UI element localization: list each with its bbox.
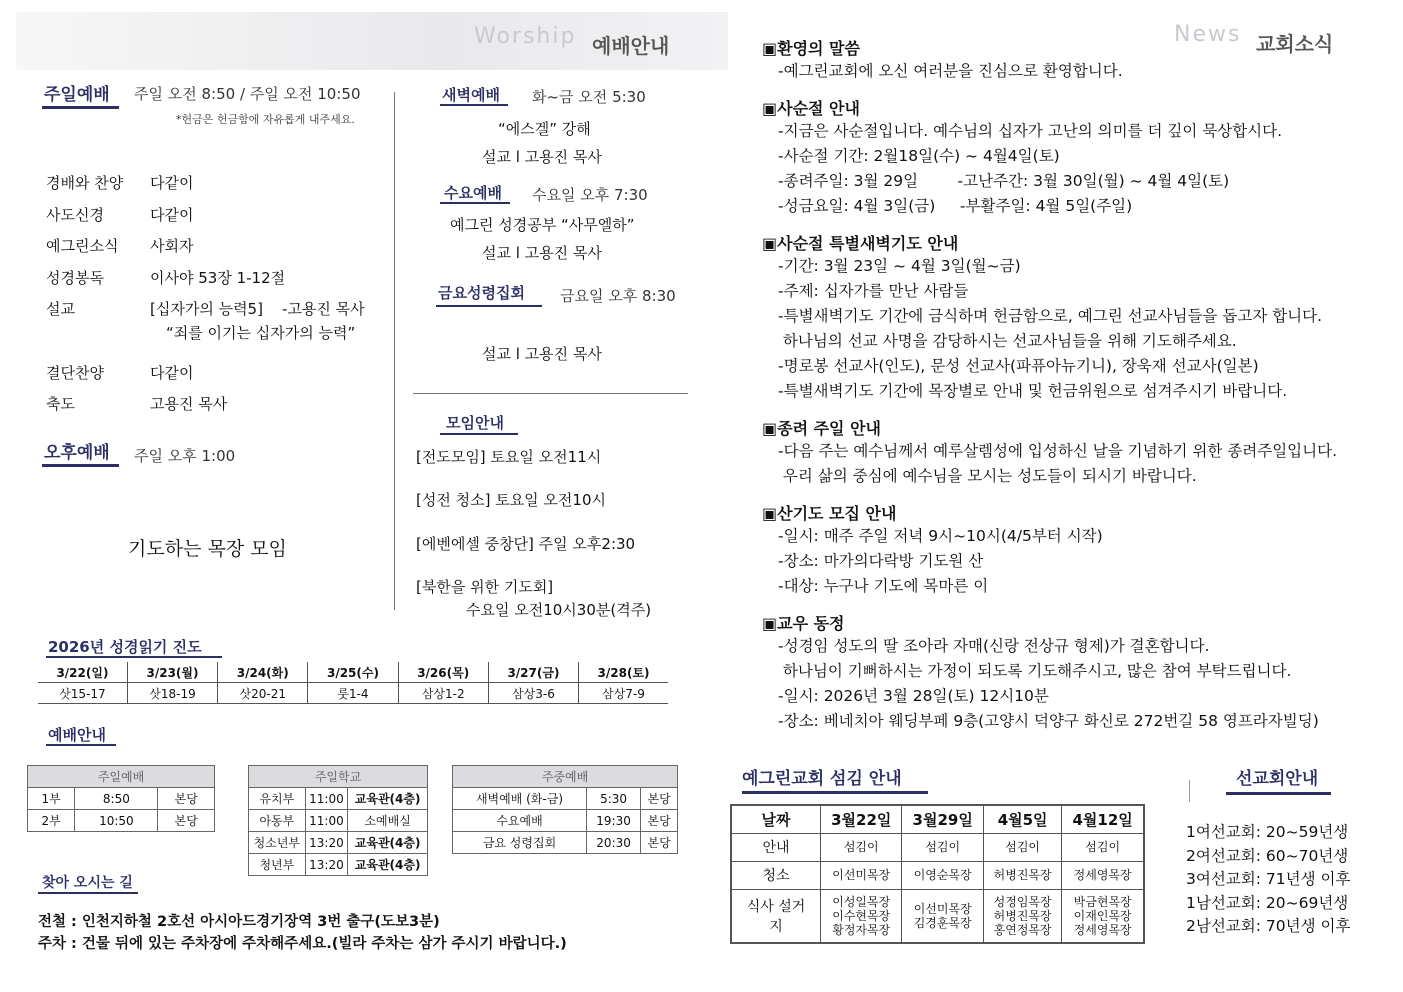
afternoon-worship-title: 오후예배: [44, 443, 110, 463]
order-value: 다같이: [150, 174, 194, 192]
dawn-underline: [440, 104, 508, 106]
reading-day: 3/26(목): [398, 662, 488, 683]
meeting-item: [성전 청소] 토요일 오전10시: [416, 491, 606, 509]
weekday-service-table: [452, 765, 678, 854]
table-cell: 소예배실: [348, 810, 428, 832]
services-title: 예배안내: [48, 726, 106, 744]
reading-passage: 삼상3-6: [488, 683, 578, 704]
wednesday-line2: 설교 l 고용진 목사: [482, 244, 602, 262]
mission-underline: [1226, 792, 1331, 795]
serving-cell: 정세영목장: [1062, 861, 1144, 889]
order-value: 이사야 53장 1-12절: [150, 269, 286, 287]
news-item: [762, 36, 1392, 84]
wednesday-underline: [440, 202, 510, 204]
news-item: [762, 96, 1392, 219]
meetings-title: 모임안내: [446, 414, 504, 432]
table-cell: 8:50: [75, 788, 158, 810]
reading-passage: 삼상7-9: [602, 686, 645, 701]
news-line: -사순절 기간: 2월18일(수) ~ 4월4일(토): [778, 147, 1060, 165]
table-cell: 아동부: [249, 810, 306, 832]
news-heading: ▣종려 주일 안내: [762, 419, 881, 438]
serving-row-label: 안내: [731, 833, 821, 861]
wednesday-worship-title: 수요예배: [444, 184, 502, 202]
order-item: 성경봉독: [46, 269, 104, 287]
friday-worship-title: 금요성령집회: [438, 284, 525, 302]
serving-header: 날짜: [731, 805, 821, 833]
reading-day: 3/25(수): [308, 662, 398, 683]
table-cell: 1부: [28, 788, 75, 810]
dawn-line2: 설교 l 고용진 목사: [482, 148, 602, 166]
news-heading: ▣교우 동정: [762, 614, 845, 633]
wednesday-time: 수요일 오후 7:30: [532, 186, 648, 204]
reading-table: [38, 662, 668, 704]
news-header-title: 교회소식: [1256, 32, 1334, 56]
serving-cell: 이영순목장: [902, 861, 983, 889]
news-line: -예그린교회에 오신 여러분을 진심으로 환영합니다.: [778, 62, 1123, 80]
serving-row-label: 식사 설거지: [731, 889, 821, 943]
serving-cell: 섬김이: [902, 833, 983, 861]
table-cell: 청소년부: [249, 832, 306, 854]
news-heading: ▣사순절 안내: [762, 99, 860, 118]
serving-cell: 성정임목장 허병진목장 홍연정목장: [983, 889, 1061, 943]
mission-item: 2남선교회: 70년생 이후: [1186, 917, 1351, 935]
table-cell: 수요예배: [453, 810, 587, 832]
reading-day: 3/22(일): [38, 662, 127, 683]
serving-header: 4월5일: [983, 805, 1061, 833]
news-heading: ▣환영의 말씀: [762, 39, 860, 58]
news-line: -특별새벽기도 기간에 금식하며 헌금함으로, 예그린 선교사님들을 돕고자 합니다.: [778, 307, 1323, 325]
news-line: -성금요일: 4월 3일(금) -부활주일: 4월 5일(주일): [778, 197, 1133, 215]
table-cell: 새벽예배 (화-금): [453, 788, 587, 810]
news-item: [762, 611, 1392, 734]
news-item: [762, 501, 1392, 599]
sunday-times: 주일 오전 8:50 / 주일 오전 10:50: [134, 85, 361, 103]
directions-title: 찾아 오시는 길: [42, 875, 133, 891]
mission-list: [1186, 820, 1350, 938]
dawn-line1: “에스겔” 강해: [498, 120, 591, 138]
table-cell: 금요 성령집회: [453, 832, 587, 854]
offering-note: *헌금은 헌금함에 자유롭게 내주세요.: [176, 113, 355, 126]
meeting-divider: [413, 393, 688, 394]
table-cell: 20:30: [587, 832, 641, 854]
serving-header: 3월29일: [902, 805, 983, 833]
sermon-subtitle: “죄를 이기는 십자가의 능력”: [166, 324, 356, 342]
order-item: 예그린소식: [46, 237, 119, 255]
order-value: 다같이: [150, 364, 194, 382]
order-item: 설교: [46, 300, 75, 318]
reading-day: 3/28(토): [579, 662, 668, 683]
table-cell: 11:00: [305, 788, 348, 810]
table-header: 주중예배: [453, 766, 678, 788]
directions-underline: [38, 892, 138, 894]
table-cell: 교육관(4층): [348, 788, 428, 810]
serving-cell: 섬김이: [983, 833, 1061, 861]
news-line: 하나님의 선교 사명을 감당하시는 선교사님들을 위해 기도해주세요.: [778, 332, 1237, 350]
table-cell: 본당: [158, 810, 215, 832]
news-line: -장소: 베네치아 웨딩부페 9층(고양시 덕양구 화신로 272번길 58 영프라자빌딩): [778, 712, 1319, 730]
news-line: -다음 주는 예수님께서 예루살렘성에 입성하신 날을 기념하기 위한 종려주일입니다.: [778, 442, 1338, 460]
news-line: -주제: 십자가를 만난 사람들: [778, 282, 969, 300]
reading-underline: [46, 656, 222, 658]
reading-passage: 삿20-21: [218, 683, 308, 704]
worship-header-title: 예배안내: [592, 34, 670, 58]
news-heading: ▣산기도 모집 안내: [762, 504, 897, 523]
mission-item: 1여선교회: 20~59년생: [1186, 823, 1349, 841]
table-cell: 13:20: [305, 854, 348, 876]
dawn-time: 화~금 오전 5:30: [532, 88, 646, 106]
friday-time: 금요일 오후 8:30: [560, 287, 676, 305]
mission-item: 3여선교회: 71년생 이후: [1186, 870, 1351, 888]
meeting-item: 수요일 오전10시30분(격주): [466, 601, 652, 619]
prayer-meeting: 기도하는 목장 모임: [128, 538, 287, 560]
serving-underline: [742, 791, 928, 794]
reading-day: 3/27(금): [488, 662, 578, 683]
table-cell: 11:00: [305, 810, 348, 832]
reading-day: 3/24(화): [218, 662, 308, 683]
afternoon-time: 주일 오후 1:00: [134, 447, 236, 465]
reading-title: 2026년 성경읽기 진도: [48, 638, 202, 656]
order-item: 축도: [46, 395, 75, 413]
meeting-item: [전도모임] 토요일 오전11시: [416, 448, 602, 466]
news-line: -일시: 2026년 3월 28일(토) 12시10분: [778, 687, 1049, 705]
order-value: 고용진 목사: [150, 395, 228, 413]
news-line: -대상: 누구나 기도에 목마른 이: [778, 577, 989, 595]
order-value: 다같이: [150, 206, 194, 224]
meeting-item: [에벤에셀 중창단] 주일 오후2:30: [416, 535, 636, 553]
wednesday-line1: 예그린 성경공부 “사무엘하”: [450, 216, 635, 234]
reading-passage: 룻1-4: [308, 683, 398, 704]
table-cell: 본당: [641, 810, 678, 832]
reading-passage: 삼상1-2: [398, 683, 488, 704]
news-line: 우리 삶의 중심에 예수님을 모시는 성도들이 되시기 바랍니다.: [778, 467, 1197, 485]
mission-item: 2여선교회: 60~70년생: [1186, 846, 1349, 865]
serving-cell: 이선미목장 김경훈목장: [902, 889, 983, 943]
news-line: -일시: 매주 주일 저녁 9시~10시(4/5부터 시작): [778, 527, 1103, 545]
table-header: 주일학교: [249, 766, 428, 788]
news-item: [762, 231, 1392, 404]
worship-ghost-text: Worship: [474, 24, 577, 49]
services-underline: [46, 744, 116, 746]
sunday-worship-title: 주일예배: [44, 85, 110, 105]
afternoon-underline: [42, 464, 119, 467]
serving-cell: 이선미목장: [821, 861, 902, 889]
news-line: -기간: 3월 23일 ~ 4월 3일(월~금): [778, 257, 1021, 275]
table-cell: 교육관(4층): [348, 854, 428, 876]
serving-cell: 섬김이: [821, 833, 902, 861]
news-line: -특별새벽기도 기간에 목장별로 안내 및 헌금위원으로 섬겨주시기 바랍니다.: [778, 382, 1288, 400]
order-value: [십자가의 능력5] -고용진 목사: [150, 300, 365, 318]
directions-parking: 주차 : 건물 뒤에 있는 주차장에 주차해주세요.(빌라 주차는 삼가 주시기 바랍니다.): [38, 936, 567, 952]
news-item: [762, 416, 1392, 489]
news-line: -종려주일: 3월 29일 -고난주간: 3월 30일(월) ~ 4월 4일(토): [778, 172, 1230, 190]
serving-cell: 박금현목장 이재인목장 정세영목장: [1062, 889, 1144, 943]
sunday-service-table: [27, 765, 215, 832]
serving-header: 3월22일: [821, 805, 902, 833]
order-item: 경배와 찬양: [46, 174, 124, 192]
directions-subway: 전철 : 인천지하철 2호선 아시아드경기장역 3번 출구(도보3분): [38, 914, 440, 930]
serving-cell: 허병진목장: [983, 861, 1061, 889]
table-cell: 본당: [641, 832, 678, 854]
news-heading: ▣사순절 특별새벽기도 안내: [762, 234, 959, 253]
mission-divider: [1189, 780, 1190, 802]
serving-cell: 이성일목장 이수현목장 황정자목장: [821, 889, 902, 943]
table-cell: 5:30: [587, 788, 641, 810]
table-cell: 교육관(4층): [348, 832, 428, 854]
news-line: -성경임 성도의 딸 조아라 자매(신랑 전상규 형제)가 결혼합니다.: [778, 637, 1210, 655]
meeting-item: [북한을 위한 기도회]: [416, 578, 554, 596]
table-cell: 13:20: [305, 832, 348, 854]
sunday-school-table: [248, 765, 428, 876]
meetings-underline: [440, 433, 518, 435]
table-header: 주일예배: [28, 766, 215, 788]
serving-cell: 섬김이: [1062, 833, 1144, 861]
table-cell: 청년부: [249, 854, 306, 876]
table-cell: 유치부: [249, 788, 306, 810]
news-line: -지금은 사순절입니다. 예수님의 십자가 고난의 의미를 더 깊이 묵상합시다.: [778, 122, 1283, 140]
mission-item: 1남선교회: 20~69년생: [1186, 893, 1349, 912]
reading-passage: 삿15-17: [38, 683, 127, 704]
serving-header: 4월12일: [1062, 805, 1144, 833]
dawn-worship-title: 새벽예배: [442, 86, 500, 104]
news-list: [762, 36, 1392, 734]
order-value: 사회자: [150, 237, 194, 255]
serving-title: 예그린교회 섬김 안내: [742, 769, 902, 789]
order-item: 사도신경: [46, 206, 104, 224]
table-cell: 본당: [641, 788, 678, 810]
reading-passage: 삿18-19: [127, 683, 217, 704]
news-line: -명로봉 선교사(인도), 문성 선교사(파퓨아뉴기니), 장욱재 선교사(일본): [778, 357, 1259, 375]
serving-row-label: 청소: [731, 861, 821, 889]
news-line: -장소: 마가의다락방 기도원 산: [778, 552, 984, 570]
table-cell: 본당: [158, 788, 215, 810]
sunday-underline: [42, 106, 119, 109]
column-divider: [394, 92, 395, 610]
order-item: 결단찬양: [46, 364, 104, 382]
table-cell: 19:30: [587, 810, 641, 832]
friday-underline: [436, 305, 542, 307]
serving-table: [730, 804, 1145, 944]
table-cell: 10:50: [75, 810, 158, 832]
friday-line1: 설교 l 고용진 목사: [482, 345, 602, 363]
news-line: 하나님이 기뻐하시는 가정이 되도록 기도해주시고, 많은 참여 부탁드립니다.: [778, 662, 1292, 680]
mission-title: 선교회안내: [1236, 769, 1319, 789]
news-ghost-text: News: [1174, 22, 1242, 47]
reading-day: 3/23(월): [127, 662, 217, 683]
table-cell: 2부: [28, 810, 75, 832]
